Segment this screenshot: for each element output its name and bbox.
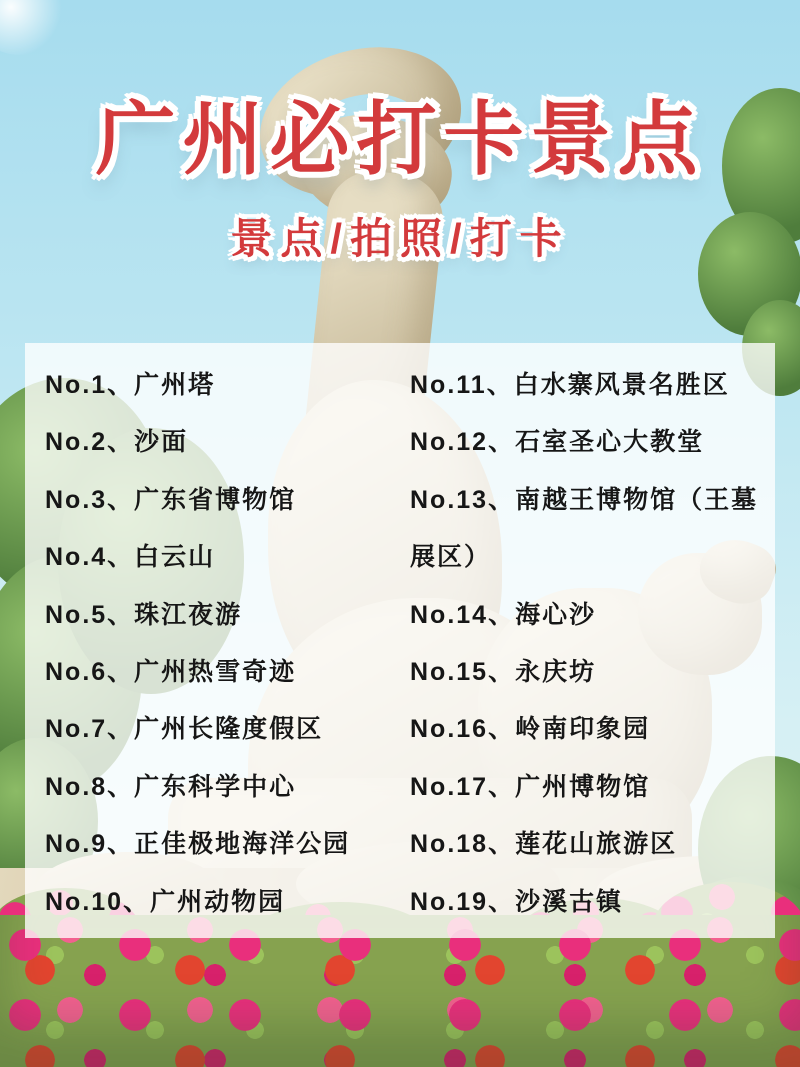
headline [0, 96, 800, 266]
attraction-item: No.8、广东科学中心 [45, 772, 297, 801]
poster-subtitle: 景点/拍照/打卡 [230, 215, 570, 262]
attraction-item: No.11、白水寨风景名胜区 [410, 371, 730, 399]
attraction-item: No.4、白云山 [45, 543, 216, 572]
cloud-decoration [0, 0, 65, 55]
poster-title: 广州必打卡景点 [95, 95, 705, 184]
attraction-item: No.9、正佳极地海洋公园 [45, 830, 351, 859]
attraction-item: No.10、广州动物园 [45, 887, 286, 916]
attraction-item: No.14、海心沙 [410, 600, 597, 629]
attraction-item: No.7、广州长隆度假区 [45, 715, 324, 744]
attraction-item: No.13、南越王博物馆（王墓展区） [410, 485, 759, 572]
attraction-item: No.1、广州塔 [45, 371, 216, 399]
attraction-item: No.2、沙面 [45, 428, 189, 457]
attraction-item: No.18、莲花山旅游区 [410, 830, 678, 859]
attraction-item: No.3、广东省博物馆 [45, 485, 297, 514]
attraction-item: No.5、珠江夜游 [45, 600, 243, 629]
attraction-item: No.17、广州博物馆 [410, 772, 651, 801]
attractions-column-left [45, 357, 410, 938]
attraction-item: No.12、石室圣心大教堂 [410, 428, 705, 457]
attraction-item: No.16、岭南印象园 [410, 715, 651, 744]
attractions-column-right [410, 357, 765, 938]
attraction-item: No.19、沙溪古镇 [410, 887, 624, 916]
attraction-item: No.6、广州热雪奇迹 [45, 658, 297, 687]
attraction-item: No.15、永庆坊 [410, 658, 597, 687]
attractions-panel [25, 343, 775, 938]
